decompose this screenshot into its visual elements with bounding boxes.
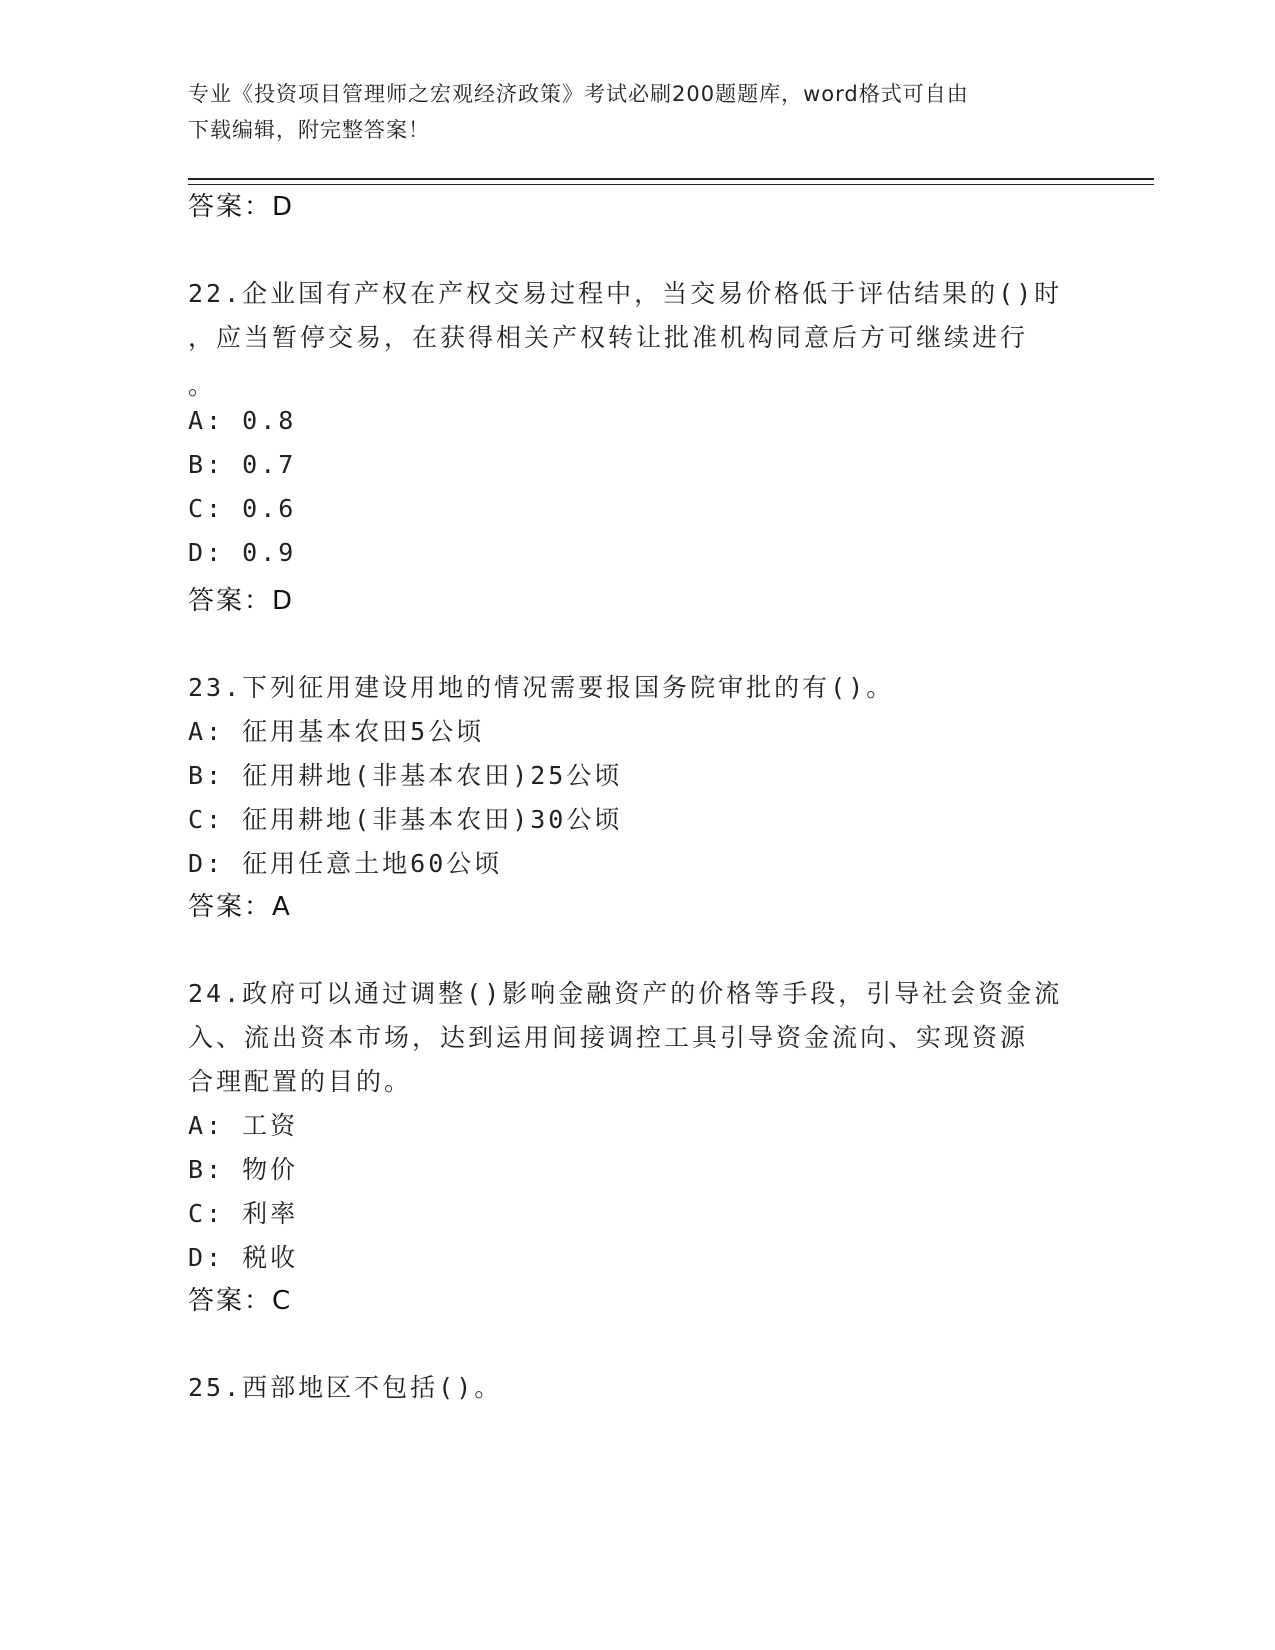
question-23-option-b: B: 征用耕地(非基本农田)25公顷 <box>188 761 623 790</box>
question-24-option-b: B: 物价 <box>188 1155 299 1184</box>
question-23-option-d: D: 征用任意土地60公顷 <box>188 849 503 878</box>
header-divider-thick <box>188 178 1154 180</box>
question-22-option-b: B: 0.7 <box>188 450 297 479</box>
question-24-option-c: C: 利率 <box>188 1199 299 1228</box>
question-24-option-d: D: 税收 <box>188 1243 299 1272</box>
question-24-line-1: 24.政府可以通过调整()影响金融资产的价格等手段，引导社会资金流 <box>188 979 1063 1008</box>
question-22-line-2: ，应当暂停交易，在获得相关产权转让批准机构同意后方可继续进行 <box>188 323 1029 352</box>
header-line-2: 下载编辑，附完整答案！ <box>188 118 430 142</box>
header-divider-thin <box>188 184 1154 185</box>
question-22-option-c: C: 0.6 <box>188 494 297 523</box>
question-22-option-d: D: 0.9 <box>188 538 297 567</box>
question-24-line-3: 合理配置的目的。 <box>188 1067 413 1096</box>
question-23-line-1: 23.下列征用建设用地的情况需要报国务院审批的有()。 <box>188 673 895 702</box>
question-22-option-a: A: 0.8 <box>188 406 297 435</box>
answer-24: 答案：C <box>188 1286 293 1316</box>
question-24-line-2: 入、流出资本市场，达到运用间接调控工具引导资金流向、实现资源 <box>188 1023 1029 1052</box>
answer-21: 答案：D <box>188 192 295 222</box>
header-line-1: 专业《投资项目管理师之宏观经济政策》考试必刷200题题库，word格式可自由 <box>188 82 969 106</box>
answer-23: 答案：A <box>188 892 292 922</box>
question-22-line-1: 22.企业国有产权在产权交易过程中，当交易价格低于评估结果的()时 <box>188 279 1063 308</box>
document-header <box>188 76 1088 148</box>
answer-22: 答案：D <box>188 586 295 616</box>
question-24-option-a: A: 工资 <box>188 1111 299 1140</box>
question-23-option-c: C: 征用耕地(非基本农田)30公顷 <box>188 805 623 834</box>
question-23-option-a: A: 征用基本农田5公顷 <box>188 717 485 746</box>
question-25-line-1: 25.西部地区不包括()。 <box>188 1373 503 1402</box>
question-22-line-3: 。 <box>188 371 217 400</box>
